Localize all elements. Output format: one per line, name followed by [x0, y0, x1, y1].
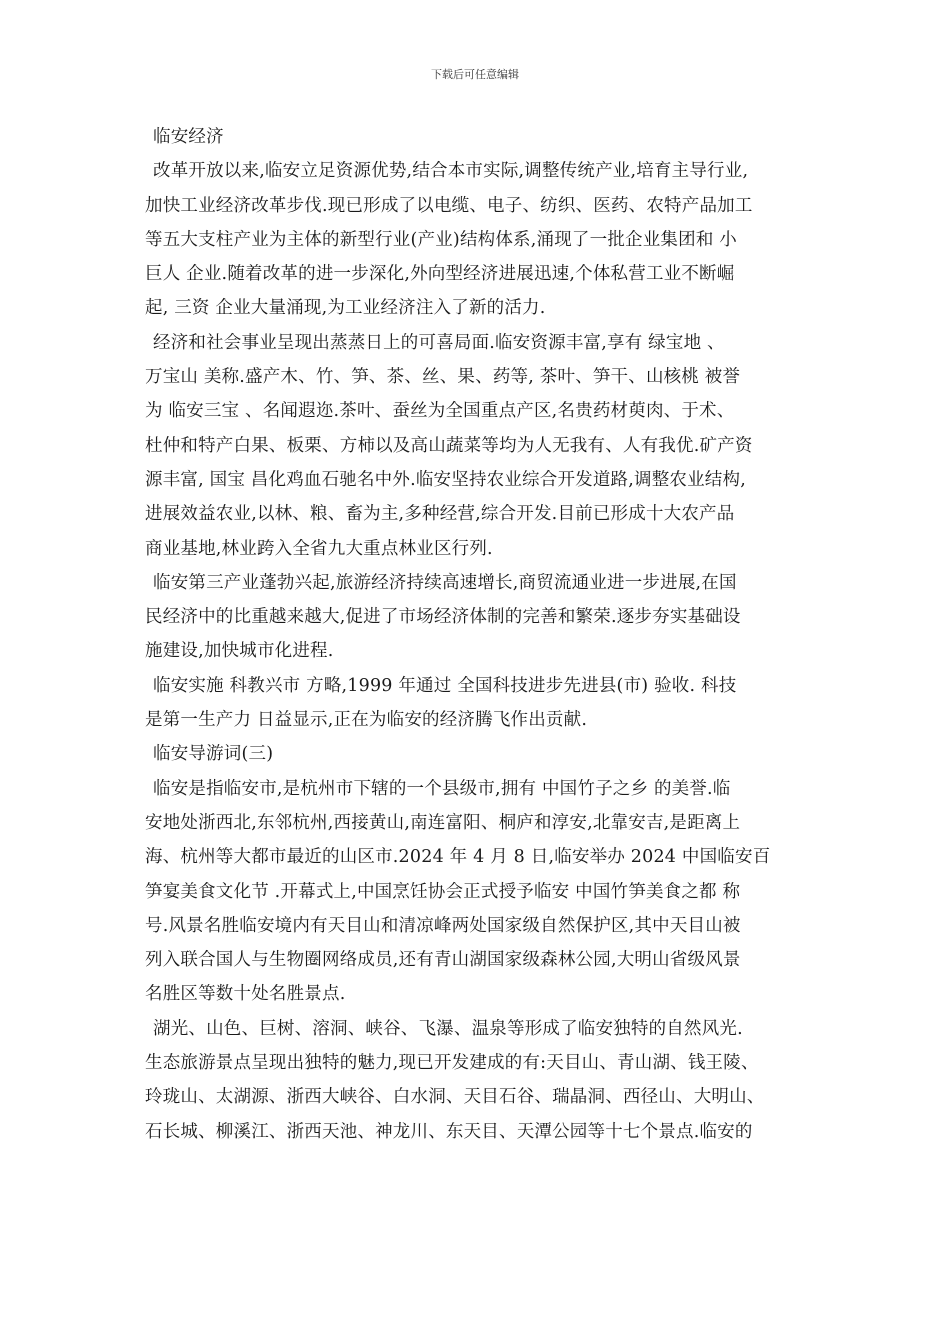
text-line: 源丰富, 国宝 昌化鸡血石驰名中外.临安坚持农业综合开发道路,调整农业结构, [145, 469, 746, 490]
text-line: 巨人 企业.随着改革的进一步深化,外向型经济进展迅速,个体私营工业不断崛 [145, 264, 735, 285]
text-line: 临安导游词(三) [153, 744, 274, 765]
text-line: 杜仲和特产白果、板栗、方柿以及高山蔬菜等均为人无我有、人有我优.矿产资 [145, 435, 753, 456]
text-line: 生态旅游景点呈现出独特的魅力,现已开发建成的有:天目山、青山湖、钱王陵、 [145, 1053, 759, 1074]
text-line: 等五大支柱产业为主体的新型行业(产业)结构体系,涌现了一批企业集团和 小 [145, 229, 737, 250]
text-line: 民经济中的比重越来越大,促进了市场经济体制的完善和繁荣.逐步夯实基础设 [145, 607, 741, 628]
text-line: 改革开放以来,临安立足资源优势,结合本市实际,调整传统产业,培育主导行业, [153, 161, 749, 182]
text-line: 安地处浙西北,东邻杭州,西接黄山,南连富阳、桐庐和淳安,北靠安吉,是距离上 [145, 812, 741, 833]
text-line: 临安第三产业蓬勃兴起,旅游经济持续高速增长,商贸流通业进一步进展,在国 [153, 572, 737, 593]
text-line: 加快工业经济改革步伐.现已形成了以电缆、电子、纺织、医药、农特产品加工 [145, 195, 753, 216]
document-body [145, 120, 815, 1149]
text-line: 临安经济 [153, 127, 224, 147]
text-line: 为 临安三宝 、名闻遐迩.茶叶、蚕丝为全国重点产区,名贵药材萸肉、于术、 [145, 401, 735, 422]
text-line: 列入联合国人与生物圈网络成员,还有青山湖国家级森林公园,大明山省级风景 [145, 950, 741, 971]
text-line: 石长城、柳溪江、浙西天池、神龙川、东天目、天潭公园等十七个景点.临安的 [145, 1121, 753, 1142]
text-line: 起, 三资 企业大量涌现,为工业经济注入了新的活力. [145, 298, 546, 319]
text-line: 商业基地,林业跨入全省九大重点林业区行列. [145, 538, 493, 559]
text-line: 是第一生产力 日益显示,正在为临安的经济腾飞作出贡献. [145, 710, 588, 731]
text-line: 施建设,加快城市化进程. [145, 641, 334, 662]
text-line: 经济和社会事业呈现出蒸蒸日上的可喜局面.临安资源丰富,享有 绿宝地 、 [153, 332, 725, 353]
text-line: 号.风景名胜临安境内有天目山和清凉峰两处国家级自然保护区,其中天目山被 [145, 915, 741, 936]
page-header: 下载后可任意编辑 [431, 68, 519, 81]
text-line: 临安实施 科教兴市 方略,1999 年通过 全国科技进步先进县(市) 验收. 科技 [153, 675, 737, 696]
text-line: 临安是指临安市,是杭州市下辖的一个县级市,拥有 中国竹子之乡 的美誉.临 [153, 778, 731, 799]
text-line: 玲珑山、太湖源、浙西大峡谷、白水洞、天目石谷、瑞晶洞、西径山、大明山、 [145, 1087, 765, 1108]
text-line: 湖光、山色、巨树、溶洞、峡谷、飞瀑、温泉等形成了临安独特的自然风光. [153, 1018, 743, 1039]
text-line: 海、杭州等大都市最近的山区市.2024 年 4 月 8 日,临安举办 2024 中国临安百 [145, 847, 771, 868]
text-line: 万宝山 美称.盛产木、竹、笋、茶、丝、果、药等, 茶叶、笋干、山核桃 被誉 [145, 367, 741, 388]
text-line: 名胜区等数十处名胜景点. [145, 984, 346, 1005]
text-line: 笋宴美食文化节 .开幕式上,中国烹饪协会正式授予临安 中国竹笋美食之都 称 [145, 881, 741, 902]
text-line: 进展效益农业,以林、粮、畜为主,多种经营,综合开发.目前已形成十大农产品 [145, 504, 735, 525]
